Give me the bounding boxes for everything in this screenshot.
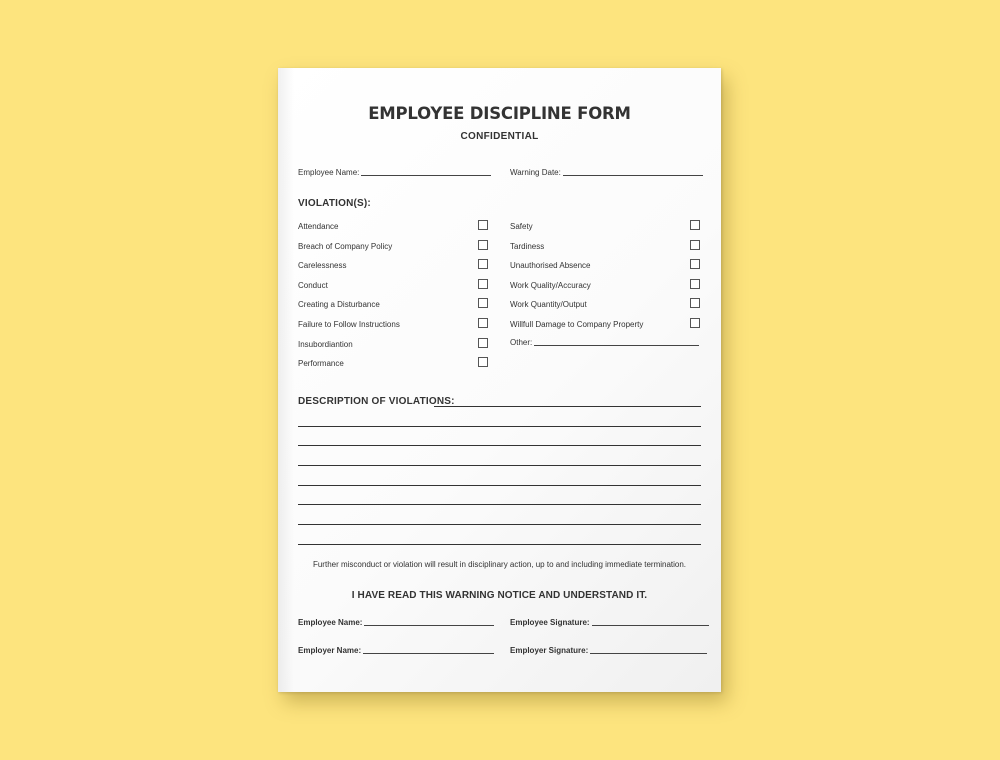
checkbox-work-quality-accuracy[interactable] [690, 279, 700, 289]
violation-label-unauthorised-absence: Unauthorised Absence [510, 261, 591, 270]
violations-heading: VIOLATION(S): [298, 198, 371, 209]
checkbox-attendance[interactable] [478, 220, 488, 230]
checkbox-safety[interactable] [690, 220, 700, 230]
description-line-1[interactable] [434, 406, 701, 407]
violation-label-attendance: Attendance [298, 222, 339, 231]
sig-employer-name-line[interactable] [363, 653, 494, 654]
description-line-2[interactable] [298, 426, 701, 427]
sig-employer-signature-field[interactable] [510, 646, 707, 655]
sig-employer-signature-label: Employer Signature: [510, 646, 589, 655]
checkbox-breach-of-company-policy[interactable] [478, 240, 488, 250]
violation-label-failure-to-follow-instructions: Failure to Follow Instructions [298, 320, 400, 329]
acknowledgement-heading: I HAVE READ THIS WARNING NOTICE AND UNDERSTAND IT. [351, 590, 648, 601]
other-line[interactable] [534, 345, 699, 346]
violation-label-work-quality-accuracy: Work Quality/Accuracy [510, 281, 591, 290]
sig-employee-name-label: Employee Name: [298, 618, 363, 627]
other-label: Other: [510, 338, 533, 347]
checkbox-tardiness[interactable] [690, 240, 700, 250]
violation-label-breach-of-company-policy: Breach of Company Policy [298, 242, 393, 251]
termination-notice: Further misconduct or violation will result in disciplinary action, up to and including immediate termination. [312, 560, 687, 569]
employee-name-line[interactable] [361, 175, 491, 176]
violation-label-safety: Safety [510, 222, 533, 231]
sig-employee-signature-field[interactable] [510, 618, 709, 627]
checkbox-unauthorised-absence[interactable] [690, 259, 700, 269]
description-line-3[interactable] [298, 445, 701, 446]
checkbox-carelessness[interactable] [478, 259, 488, 269]
checkbox-failure-to-follow-instructions[interactable] [478, 318, 488, 328]
checkbox-performance[interactable] [478, 357, 488, 367]
violation-label-willfull-damage: Willfull Damage to Company Property [510, 320, 644, 329]
checkbox-insubordination[interactable] [478, 338, 488, 348]
violation-label-tardiness: Tardiness [510, 242, 545, 251]
employee-name-label: Employee Name: [298, 168, 360, 177]
warning-date-field[interactable] [510, 168, 703, 177]
warning-date-line[interactable] [563, 175, 703, 176]
description-line-5[interactable] [298, 485, 701, 486]
description-line-4[interactable] [298, 465, 701, 466]
checkbox-conduct[interactable] [478, 279, 488, 289]
checkbox-willfull-damage[interactable] [690, 318, 700, 328]
other-violation-field[interactable] [510, 338, 699, 347]
description-line-6[interactable] [298, 504, 701, 505]
warning-date-label: Warning Date: [510, 168, 561, 177]
checkbox-work-quantity-output[interactable] [690, 298, 700, 308]
violation-label-insubordination: Insubordiantion [298, 340, 353, 349]
violation-label-performance: Performance [298, 359, 344, 368]
violation-label-creating-a-disturbance: Creating a Disturbance [298, 300, 380, 309]
sig-employee-name-line[interactable] [364, 625, 494, 626]
form-title: EMPLOYEE DISCIPLINE FORM [368, 104, 631, 123]
violation-label-carelessness: Carelessness [298, 261, 347, 270]
discipline-form-page [278, 68, 721, 692]
sig-employer-name-field[interactable] [298, 646, 494, 655]
violation-label-conduct: Conduct [298, 281, 328, 290]
sig-employer-name-label: Employer Name: [298, 646, 362, 655]
sig-employer-signature-line[interactable] [590, 653, 707, 654]
checkbox-creating-a-disturbance[interactable] [478, 298, 488, 308]
description-heading: DESCRIPTION OF VIOLATIONS: [298, 396, 455, 407]
sig-employee-signature-label: Employee Signature: [510, 618, 590, 627]
employee-name-field[interactable] [298, 168, 491, 177]
violation-label-work-quantity-output: Work Quantity/Output [510, 300, 587, 309]
sig-employee-signature-line[interactable] [592, 625, 709, 626]
description-line-7[interactable] [298, 524, 701, 525]
description-line-8[interactable] [298, 544, 701, 545]
form-subtitle: CONFIDENTIAL [460, 131, 539, 142]
sig-employee-name-field[interactable] [298, 618, 494, 627]
